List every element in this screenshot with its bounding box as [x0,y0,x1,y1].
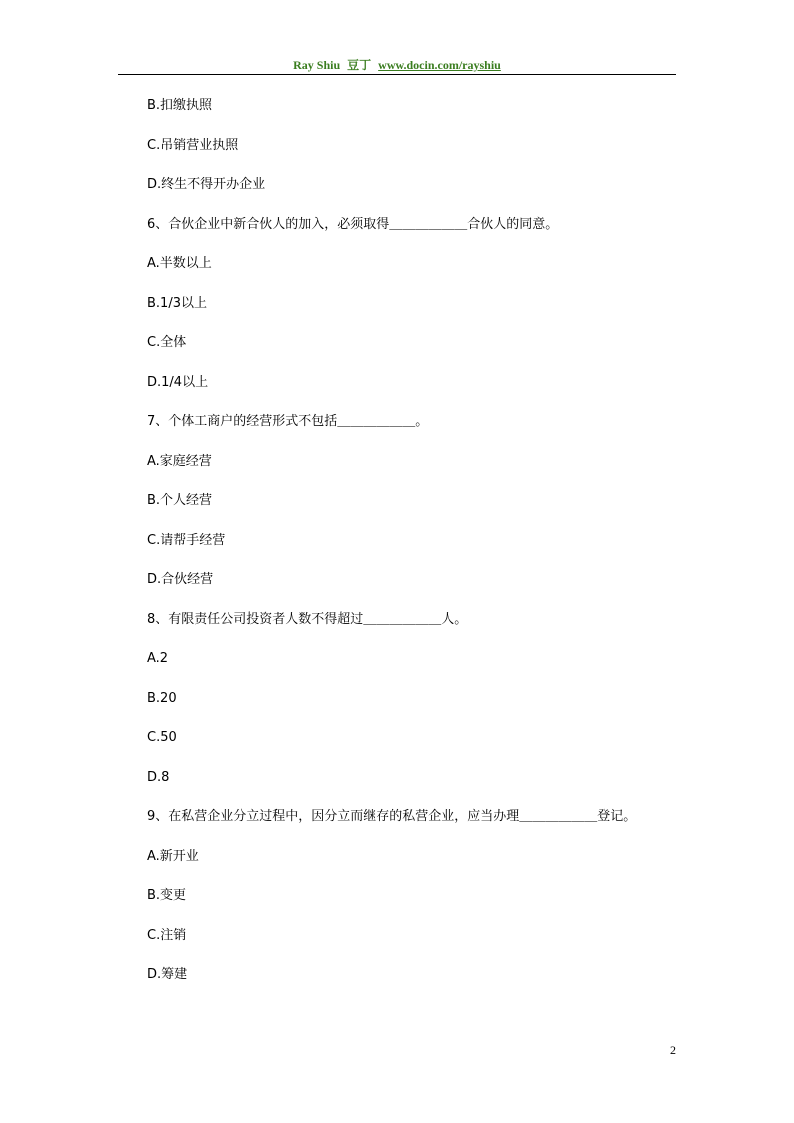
option-line: C.50 [147,730,177,745]
option-line: C.注销 [147,928,187,943]
option-line: A.半数以上 [147,256,212,271]
page-number: 2 [670,1043,676,1057]
option-line: A.新开业 [147,849,199,864]
question-line: 8、有限责任公司投资者人数不得超过＿＿＿＿＿＿人。 [147,612,468,627]
option-line: C.吊销营业执照 [147,138,239,153]
page-header [118,56,676,75]
question-line: 6、合伙企业中新合伙人的加入，必须取得＿＿＿＿＿＿合伙人的同意。 [147,217,559,232]
option-line: D.合伙经营 [147,572,214,587]
option-line: D.8 [147,770,170,785]
header-url-link[interactable]: www.docin.com/rayshiu [378,58,501,72]
option-line: C.请帮手经营 [147,533,226,548]
option-line: B.变更 [147,888,187,903]
question-line: 9、在私营企业分立过程中，因分立而继存的私营企业，应当办理＿＿＿＿＿＿登记。 [147,809,637,824]
option-line: B.扣缴执照 [147,98,213,113]
header-author: Ray Shiu [293,58,341,72]
option-line: C.全体 [147,335,187,350]
option-line: D.筹建 [147,967,188,982]
option-line: A.家庭经营 [147,454,212,469]
option-line: D.1/4以上 [147,375,209,390]
option-line: A.2 [147,651,169,666]
header-site-name: 豆丁 [347,58,372,72]
option-line: D.终生不得开办企业 [147,177,266,192]
option-line: B.1/3以上 [147,296,207,311]
option-line: B.个人经营 [147,493,213,508]
option-line: B.20 [147,691,177,706]
question-line: 7、个体工商户的经营形式不包括＿＿＿＿＿＿。 [147,414,429,429]
